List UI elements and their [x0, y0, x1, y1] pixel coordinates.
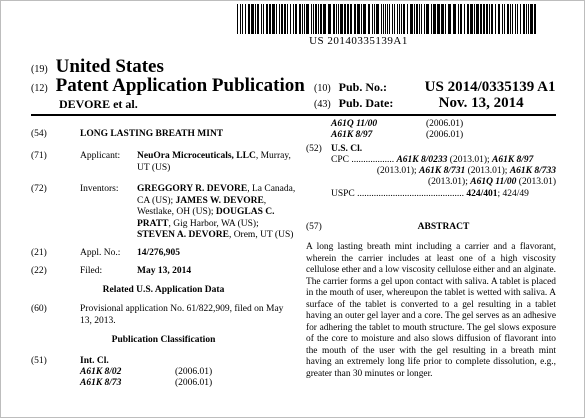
barcode-bar — [287, 4, 288, 34]
abstract-heading: ABSTRACT — [417, 222, 470, 232]
barcode-bar — [387, 4, 388, 34]
inventor-line: DEVORE et al. — [59, 97, 138, 111]
barcode-bar — [464, 4, 465, 34]
barcode-bar — [347, 4, 349, 34]
barcode-bar — [467, 4, 469, 34]
barcode-bar — [374, 4, 375, 34]
barcode-bar — [295, 4, 297, 34]
barcode-bar — [426, 4, 429, 34]
barcode-bar — [284, 4, 286, 34]
barcode-bar — [512, 4, 513, 34]
barcode-bar — [399, 4, 400, 34]
barcode-bar — [486, 4, 488, 34]
barcode-bar — [299, 4, 301, 34]
barcode-bar — [507, 4, 509, 34]
cpc-classification: CPC .................. A61K 8/0233 (2013.01); A61K 8/97 — [331, 155, 534, 165]
barcode — [237, 4, 537, 34]
barcode-bar — [290, 4, 291, 34]
barcode-bar — [266, 4, 268, 34]
barcode-bar — [293, 4, 294, 34]
barcode-bar — [523, 4, 525, 34]
barcode-bar — [483, 4, 485, 34]
pub-number: US 2014/0335139 A1 — [424, 79, 556, 95]
barcode-bar — [340, 4, 343, 34]
publication-type-line: (12) Patent Application Publication — [31, 75, 305, 96]
barcode-bar — [474, 4, 475, 34]
barcode-bar — [368, 4, 370, 34]
barcode-bar — [242, 4, 243, 34]
barcode-bar — [350, 4, 352, 34]
barcode-bar — [385, 4, 386, 34]
filed-date: May 13, 2014 — [137, 266, 192, 276]
abstract-text: A long lasting breath mint including a carrier and a flavorant, wherein the carrier includes at least one of a high viscosity cellulose ether and a low viscosity cellulose either and an alginate. The carrier forms a gel upon contact with saliva. A tablet is placed in the mouth of user, whereupon the tablet is wetted with saliva. A surface of the tablet is converted to a gel resulting in a tablet having an outer gel layer and a core. The gel serves as an adhesive for adhering the tablet to mouth structure. The gel slows exposure of the core to moisture and also slows diffusion of flavorant into the mouth of the user with the gel resulting in a breath mint having an extremely long life prior to complete dissolution, e.g., greater than 30 minutes or longer. — [306, 242, 556, 379]
barcode-bar — [401, 4, 402, 34]
barcode-bar — [281, 4, 283, 34]
barcode-bar — [372, 4, 373, 34]
barcode-bar — [389, 4, 390, 34]
barcode-bar — [441, 4, 444, 34]
barcode-bar — [460, 4, 462, 34]
barcode-bar — [534, 4, 536, 34]
barcode-bar — [458, 4, 459, 34]
barcode-bar — [248, 4, 250, 34]
int-cl-code: A61K 8/97 — [331, 130, 373, 140]
barcode-bar — [361, 4, 362, 34]
barcode-bar — [510, 4, 511, 34]
barcode-bar — [453, 4, 456, 34]
barcode-bar — [517, 4, 518, 34]
barcode-bar — [338, 4, 339, 34]
header-rule — [31, 114, 556, 116]
barcode-bar — [416, 4, 418, 34]
barcode-bar — [344, 4, 346, 34]
uspc-classification: USPC ............................................. 424/401; 424/49 — [331, 189, 529, 199]
barcode-bar — [255, 4, 256, 34]
country: United States — [55, 56, 164, 77]
barcode-bar — [315, 4, 317, 34]
barcode-bar — [279, 4, 280, 34]
barcode-bar — [502, 4, 503, 34]
int-cl-code: A61K 8/02 — [80, 367, 122, 377]
application-number: 14/276,905 — [137, 248, 181, 258]
barcode-number: US 20140335139A1 — [309, 35, 408, 47]
barcode-bar — [276, 4, 277, 34]
barcode-bar — [245, 4, 246, 34]
barcode-bar — [410, 4, 413, 34]
barcode-bar — [237, 4, 238, 34]
barcode-bar — [357, 4, 360, 34]
barcode-bar — [520, 4, 521, 34]
barcode-bar — [318, 4, 319, 34]
barcode-bar — [530, 4, 533, 34]
int-cl-code: A61K 8/73 — [80, 378, 122, 388]
barcode-bar — [437, 4, 440, 34]
applicant: NeuOra Microceuticals, LLC, Murray, UT (US) — [137, 151, 291, 173]
barcode-bar — [263, 4, 264, 34]
barcode-bar — [328, 4, 331, 34]
barcode-bar — [421, 4, 422, 34]
barcode-bar — [470, 4, 473, 34]
int-cl-label: Int. Cl. — [80, 356, 109, 366]
barcode-bar — [392, 4, 393, 34]
us-cl-label: U.S. Cl. — [331, 144, 363, 154]
barcode-bar — [526, 4, 527, 34]
barcode-bar — [251, 4, 254, 34]
barcode-bar — [480, 4, 482, 34]
barcode-bar — [272, 4, 275, 34]
barcode-bar — [381, 4, 382, 34]
barcode-bar — [323, 4, 326, 34]
pub-date: Nov. 13, 2014 — [438, 95, 524, 111]
barcode-bar — [311, 4, 312, 34]
barcode-bar — [489, 4, 490, 34]
barcode-bar — [240, 4, 241, 34]
barcode-bar — [304, 4, 305, 34]
patent-page: US 20140335139A1 (19) United States (12) Patent Application Publication DEVORE et al. (10) Pub. No.: US 2014/0335139 A1 (43) Pub. Date: Nov. 13, 2014 (54) LONG LASTING BREATH MINT (71) Applicant: NeuOra Microceuticals, LLC, Murray, UT (US) (72) Inventors: GREGGORY R. DEVORE, La Canada, CA (US); JAMES W. DEVORE, Westlake, OH (US); DOUGLAS C. PRATT, Gig Harbor, WA (US); STEVEN A. DEVORE, Orem, UT (US) (21) Appl. No.: 14/276,905 (22) Filed: May 13, 2014 Related U.S. Application Data (60) Provisional application No. 61/822,909, filed on May 13, 2013. Publication Classification (51) Int. Cl. A61K 8/02 (2006.01) A61K 8/73 (2006.01) A61Q 11/00 (2006.01) A61K 8/97 (2006.01) (52) U.S. Cl. CPC .................. A61K 8/0233 (2013.01); A61K 8/97 (2013.01); A61K 8/731 (2013.01); A61K 8/733 (2013.01); A61Q 11/00 (2013.01) USPC ............................................. 424/401; 424/49 (57) ABSTRACT A long lasting breath mint including a carrier and a flavorant, wherein the carrier includes at least one of a high viscosity cellulose ether and a low viscosity cellulose either and an alginate. The carrier forms a gel upon contact with saliva. A tablet is placed in the mouth of user, whereupon the tablet is wetted with saliva. A surface of the tablet is converted to a gel resulting in a tablet having an outer gel layer and a core. The gel serves as an adhesive for adhering the tablet to mouth structure. The gel slows exposure of the core to moisture and also slows diffusion of flavorant into the mouth of the user with the gel resulting in a breath mint having an extremely long life prior to complete dissolution, e.g., greater than 30 minutes or longer. — [0, 0, 585, 418]
inventors: GREGGORY R. DEVORE, La Canada, CA (US); JAMES W. DEVORE, Westlake, OH (US); DOUGLAS C. PRATT, Gig Harbor, WA (US); STEVEN A. DEVORE, Orem, UT (US) — [137, 184, 296, 240]
barcode-bar — [261, 4, 262, 34]
barcode-bar — [306, 4, 309, 34]
barcode-bar — [419, 4, 420, 34]
barcode-bar — [302, 4, 303, 34]
barcode-bar — [363, 4, 366, 34]
int-cl-code: A61Q 11/00 — [331, 119, 378, 129]
barcode-bar — [403, 4, 405, 34]
barcode-bar — [515, 4, 516, 34]
publication-classification-heading: Publication Classification — [111, 335, 216, 345]
pub-number-line: (10) Pub. No.: US 2014/0335139 A1 — [314, 79, 556, 95]
barcode-bar — [333, 4, 335, 34]
inventors-label: Inventors: — [80, 184, 119, 194]
barcode-bar — [257, 4, 259, 34]
barcode-bar — [528, 4, 529, 34]
barcode-bar — [476, 4, 479, 34]
barcode-bar — [495, 4, 496, 34]
barcode-bar — [445, 4, 446, 34]
barcode-bar — [320, 4, 322, 34]
barcode-bar — [504, 4, 505, 34]
barcode-bar — [336, 4, 337, 34]
barcode-bar — [433, 4, 436, 34]
barcode-bar — [431, 4, 432, 34]
pub-date-line: (43) Pub. Date: Nov. 13, 2014 — [314, 95, 524, 111]
invention-title: LONG LASTING BREATH MINT — [80, 129, 224, 139]
barcode-bar — [269, 4, 271, 34]
barcode-bar — [448, 4, 451, 34]
barcode-bar — [407, 4, 408, 34]
barcode-bar — [491, 4, 493, 34]
barcode-bar — [397, 4, 398, 34]
barcode-bar — [394, 4, 395, 34]
publication-type: Patent Application Publication — [55, 75, 305, 96]
barcode-bar — [414, 4, 415, 34]
barcode-bar — [424, 4, 425, 34]
barcode-bar — [376, 4, 379, 34]
related-data-heading: Related U.S. Application Data — [102, 285, 225, 295]
country-line: (19) United States — [31, 56, 164, 77]
barcode-bar — [354, 4, 356, 34]
applicant-label: Applicant: — [80, 151, 121, 161]
provisional-application: Provisional application No. 61/822,909, filed on May 13, 2013. — [80, 304, 284, 326]
barcode-bar — [498, 4, 500, 34]
barcode-bar — [383, 4, 384, 34]
barcode-bar — [313, 4, 314, 34]
